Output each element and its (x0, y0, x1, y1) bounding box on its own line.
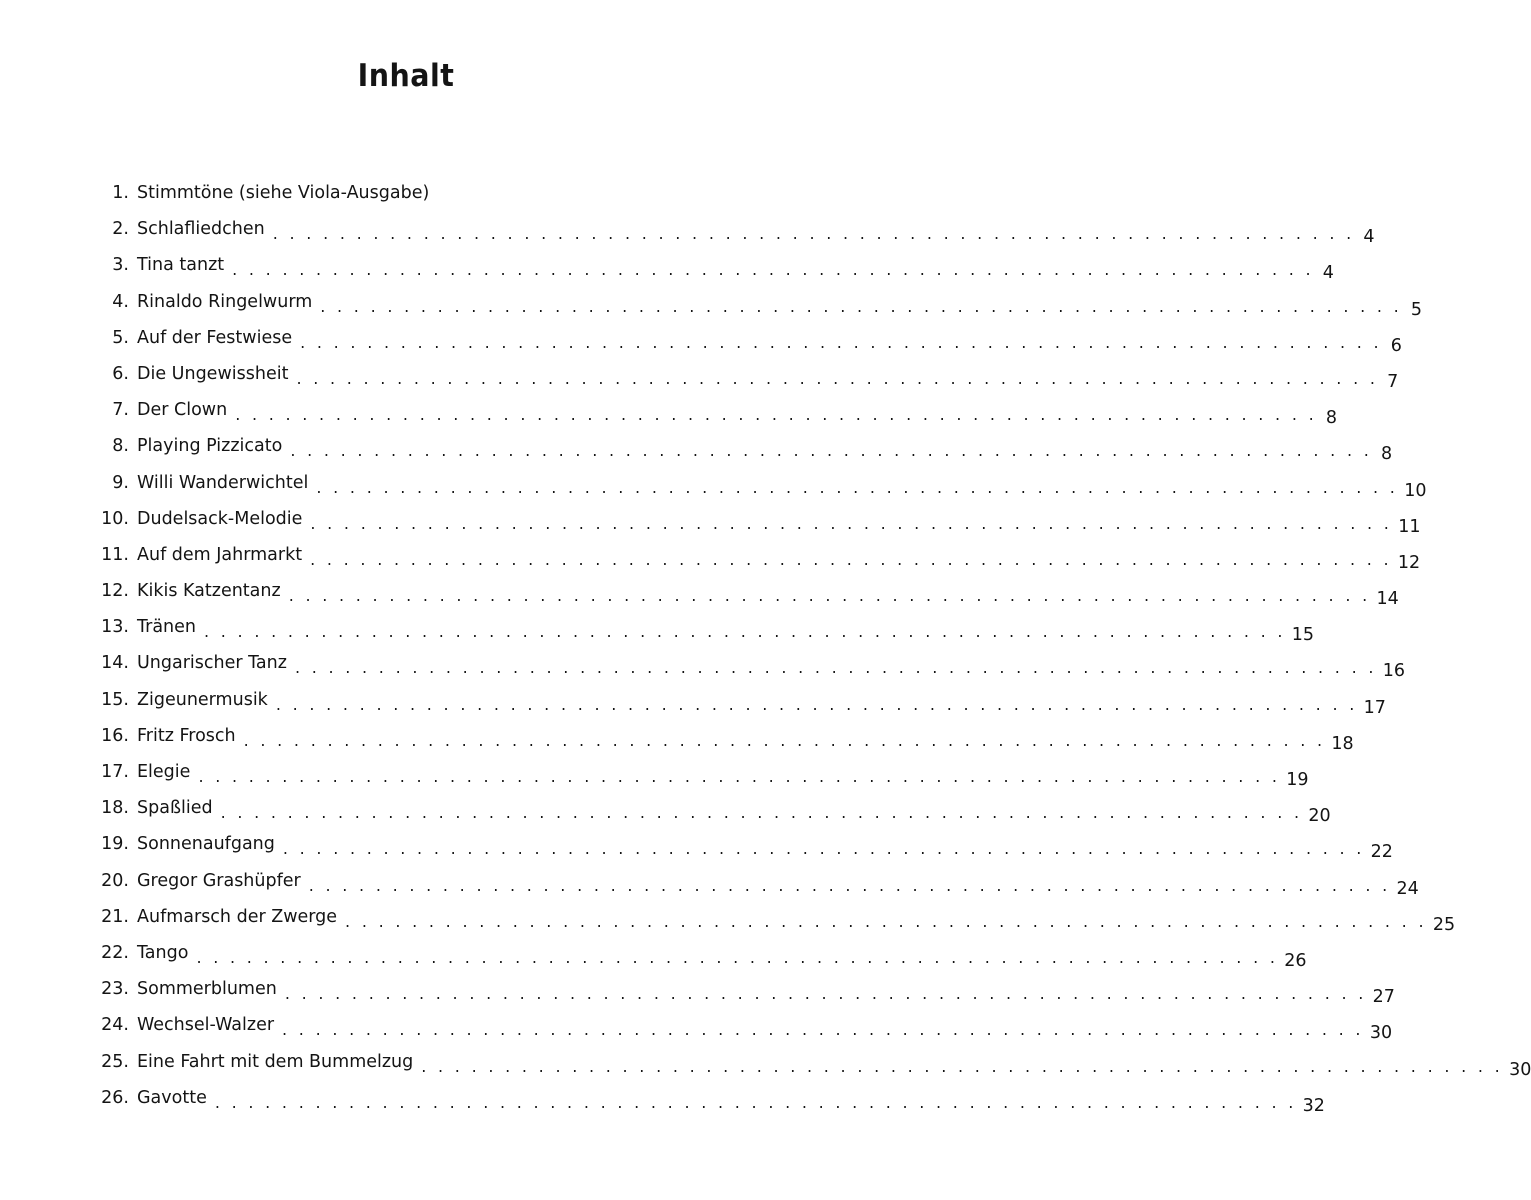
toc-entry (88, 762, 1309, 798)
toc-entry-title: Rinaldo Ringelwurm (137, 291, 313, 312)
toc-entry-title: Playing Pizzicato (137, 436, 283, 457)
toc-entry-page-number: 4 (1363, 227, 1375, 248)
toc-entry (88, 472, 1427, 509)
toc-entry-title: Der Clown (137, 400, 228, 421)
toc-entry-page-number: 8 (1380, 444, 1393, 465)
dot-leader: . . . . . . . . . . . . . . . . . . . . . . . . . . . . . . . . . . . . . . . . . . . . . . . . . . . . . . . . . . . . . . . . . (294, 658, 1377, 678)
dot-leader: . . . . . . . . . . . . . . . . . . . . . . . . . . . . . . . . . . . . . . . . . . . . . . . . . . . . . . . . . . . . . . . . . (282, 1020, 1364, 1040)
toc-entry-title: Auf der Festwiese (137, 327, 293, 348)
toc-entry-page-number: 8 (1325, 408, 1337, 429)
toc-entry (88, 327, 1402, 364)
toc-entry-number: 19. (101, 834, 129, 855)
dot-leader: . . . . . . . . . . . . . . . . . . . . . . . . . . . . . . . . . . . . . . . . . . . . . . . . . . . . . . . . . . . . . . . . . (296, 368, 1379, 388)
dot-leader: . . . . . . . . . . . . . . . . . . . . . . . . . . . . . . . . . . . . . . . . . . . . . . . . . . . . . . . . . . . . . . . . . (220, 803, 1303, 823)
toc-entry-number: 5. (112, 327, 129, 348)
toc-entry-page-number: 4 (1322, 263, 1334, 284)
toc-entry-number: 4. (112, 291, 129, 312)
toc-entry-title: Eine Fahrt mit dem Bummelzug (137, 1051, 414, 1072)
toc-entry-title: Dudelsack-Melodie (137, 508, 303, 529)
toc-entry-title: Gregor Grashüpfer (137, 870, 301, 891)
toc-entry-title: Stimmtöne (siehe Viola-Ausgabe) (137, 183, 430, 203)
toc-entry (88, 436, 1393, 472)
toc-entry-number: 14. (101, 653, 129, 674)
toc-entry (88, 653, 1406, 689)
toc-entry-title: Kikis Katzentanz (137, 581, 281, 602)
toc-entry-title: Tango (137, 942, 189, 963)
toc-entry-number: 15. (101, 689, 129, 710)
dot-leader: . . . . . . . . . . . . . . . . . . . . . . . . . . . . . . . . . . . . . . . . . . . . . . . . . . . . . . . . . . . . . . . . . (290, 441, 1373, 461)
dot-leader: . . . . . . . . . . . . . . . . . . . . . . . . . . . . . . . . . . . . . . . . . . . . . . . . . . . . . . . . . . . . . . . . . (284, 984, 1367, 1004)
toc-entry (88, 1051, 1531, 1088)
toc-entry-title: Willi Wanderwichtel (137, 472, 309, 493)
toc-entry (88, 291, 1423, 328)
dot-leader: . . . . . . . . . . . . . . . . . . . . . . . . . . . . . . . . . . . . . . . . . . . . . . . . . . . . . . . . . . . . . . . . . (282, 839, 1365, 859)
toc-entry-title: Die Ungewissheit (137, 363, 289, 384)
toc-entry (88, 1087, 1325, 1124)
page-title: Inhalt (357, 58, 455, 94)
toc-entry-page-number: 30 (1369, 1023, 1393, 1044)
dot-leader: . . . . . . . . . . . . . . . . . . . . . . . . . . . . . . . . . . . . . . . . . . . . . . . . . . . . . . . . . . . . . . . . . (316, 477, 1399, 497)
toc-entry-title: Elegie (137, 762, 191, 782)
toc-entry-title: Spaßlied (137, 798, 213, 819)
toc-entry-page-number: 12 (1397, 552, 1421, 573)
toc-entry-number: 10. (101, 508, 129, 529)
toc-entry-title: Zigeunermusik (137, 689, 268, 710)
toc-entry (88, 942, 1307, 979)
toc-entry-title: Auf dem Jahrmarkt (137, 544, 303, 565)
toc-entry-page-number: 11 (1398, 516, 1421, 537)
dot-leader: . . . . . . . . . . . . . . . . . . . . . . . . . . . . . . . . . . . . . . . . . . . . . . . . . . . . . . . . . . . . . . . . . (275, 694, 1358, 714)
dot-leader: . . . . . . . . . . . . . . . . . . . . . . . . . . . . . . . . . . . . . . . . . . . . . . . . . . . . . . . . . . . . . . . . . (196, 947, 1279, 967)
toc-entry-number: 1. (112, 183, 129, 203)
dot-leader: . . . . . . . . . . . . . . . . . . . . . . . . . . . . . . . . . . . . . . . . . . . . . . . . . . . . . . . . . . . . . . . . . (320, 296, 1403, 316)
toc-entry (88, 508, 1421, 545)
toc-entry-number: 2. (112, 219, 129, 240)
dot-leader: . . . . . . . . . . . . . . . . . . . . . . . . . . . . . . . . . . . . . . . . . . . . . . . . . . . . . . . . . . . . . . . . . (421, 1056, 1504, 1076)
dot-leader: . . . . . . . . . . . . . . . . . . . . . . . . . . . . . . . . . . . . . . . . . . . . . . . . . . . . . . . . . . . . . . . . . (300, 332, 1382, 352)
toc-entry-number: 22. (101, 942, 129, 963)
toc-entry-number: 6. (112, 363, 129, 384)
toc-entry-page-number: 20 (1308, 806, 1331, 827)
toc-entry (88, 363, 1399, 400)
toc-entry-page-number: 19 (1286, 770, 1309, 790)
toc-entry-page-number: 22 (1370, 842, 1393, 863)
toc-entry-number: 25. (101, 1051, 129, 1072)
toc-entry-title: Ungarischer Tanz (137, 653, 287, 674)
toc-entry-title: Aufmarsch der Zwerge (137, 906, 338, 927)
toc-entry (88, 798, 1331, 834)
toc-entry-number: 11. (101, 544, 129, 565)
table-of-contents (88, 183, 1531, 1124)
dot-leader: . . . . . . . . . . . . . . . . . . . . . . . . . . . . . . . . . . . . . . . . . . . . . . . . . . . . . . . . . . . . . . . . . (204, 622, 1286, 642)
toc-entry-number: 20. (101, 870, 129, 891)
toc-entry-title: Wechsel-Walzer (137, 1015, 275, 1036)
toc-entry-title: Sonnenaufgang (137, 834, 275, 855)
toc-entry-page-number: 6 (1390, 335, 1402, 356)
toc-entry-number: 8. (112, 436, 129, 457)
toc-entry-title: Schlafliedchen (137, 219, 265, 240)
toc-entry (88, 725, 1354, 762)
toc-entry-page-number: 17 (1363, 697, 1386, 718)
toc-entry-page-number: 24 (1396, 878, 1419, 899)
toc-entry-number: 21. (101, 906, 129, 927)
dot-leader: . . . . . . . . . . . . . . . . . . . . . . . . . . . . . . . . . . . . . . . . . . . . . . . . . . . . . . . . . . . . . . . . . (272, 224, 1355, 244)
toc-entry-page-number: 10 (1404, 480, 1427, 501)
toc-entry-page-number: 7 (1387, 371, 1399, 392)
toc-entry-page-number: 15 (1291, 625, 1315, 646)
toc-entry-page-number: 14 (1376, 589, 1399, 610)
dot-leader: . . . . . . . . . . . . . . . . . . . . . . . . . . . . . . . . . . . . . . . . . . . . . . . . . . . . . . . . . . . . . . . . . (345, 911, 1427, 931)
toc-entry-number: 18. (101, 798, 129, 819)
toc-entry-number: 3. (112, 255, 129, 276)
dot-leader: . . . . . . . . . . . . . . . . . . . . . . . . . . . . . . . . . . . . . . . . . . . . . . . . . . . . . . . . . . . . . . . . . (232, 260, 1314, 280)
toc-entry-title: Gavotte (137, 1087, 207, 1108)
toc-entry-page-number: 30 (1509, 1059, 1531, 1080)
toc-entry-number: 7. (112, 400, 129, 421)
toc-entry (88, 581, 1399, 617)
dot-leader: . . . . . . . . . . . . . . . . . . . . . . . . . . . . . . . . . . . . . . . . . . . . . . . . . . . . . . . . . . . . . . . . . (310, 549, 1392, 569)
toc-entry-title: Tina tanzt (137, 255, 225, 276)
toc-entry (88, 255, 1334, 291)
toc-entry (88, 617, 1315, 653)
toc-entry-number: 13. (101, 617, 129, 638)
dot-leader: . . . . . . . . . . . . . . . . . . . . . . . . . . . . . . . . . . . . . . . . . . . . . . . . . . . . . . . . . . . . . . . . . (235, 405, 1317, 425)
toc-entry-number: 23. (101, 979, 129, 1000)
toc-entry (88, 834, 1393, 870)
toc-entry-number: 16. (101, 725, 129, 746)
toc-entry (88, 870, 1419, 907)
toc-entry (88, 544, 1421, 581)
toc-entry-page-number: 25 (1432, 914, 1456, 935)
toc-entry (88, 400, 1337, 436)
toc-entry-number: 9. (112, 472, 129, 493)
dot-leader: . . . . . . . . . . . . . . . . . . . . . . . . . . . . . . . . . . . . . . . . . . . . . . . . . . . . . . . . . . . . . . . . . (243, 730, 1326, 750)
toc-entry-page-number: 27 (1372, 987, 1395, 1008)
toc-entry-page-number: 26 (1284, 950, 1307, 971)
toc-entry (88, 219, 1375, 255)
toc-entry (88, 689, 1386, 726)
toc-entry-number: 17. (101, 762, 129, 782)
toc-entry-number: 26. (101, 1087, 129, 1108)
toc-entry-title: Sommerblumen (137, 979, 277, 1000)
toc-entry (88, 979, 1395, 1015)
dot-leader: . . . . . . . . . . . . . . . . . . . . . . . . . . . . . . . . . . . . . . . . . . . . . . . . . . . . . . . . . . . . . . . . . (308, 875, 1391, 895)
toc-entry (88, 183, 710, 219)
toc-entry-page-number: 18 (1331, 733, 1354, 754)
toc-entry (88, 906, 1456, 943)
dot-leader: . . . . . . . . . . . . . . . . . . . . . . . . . . . . . . . . . . . . . . . . . . . . . . . . . . . . . . . . . . . . . . . . . (214, 1092, 1297, 1112)
toc-entry-title: Tränen (137, 617, 196, 638)
toc-entry-page-number: 5 (1410, 299, 1423, 320)
toc-entry-page-number: 16 (1382, 661, 1406, 682)
dot-leader: . . . . . . . . . . . . . . . . . . . . . . . . . . . . . . . . . . . . . . . . . . . . . . . . . . . . . . . . . . . . . . . . . (310, 513, 1393, 533)
dot-leader: . . . . . . . . . . . . . . . . . . . . . . . . . . . . . . . . . . . . . . . . . . . . . . . . . . . . . . . . . . . . . . . . . (288, 586, 1371, 606)
toc-entry-page-number: 32 (1302, 1095, 1325, 1116)
toc-entry-title: Fritz Frosch (137, 725, 236, 746)
toc-entry-number: 24. (101, 1015, 129, 1036)
toc-entry-number: 12. (101, 581, 129, 602)
toc-entry (88, 1015, 1393, 1051)
dot-leader: . . . . . . . . . . . . . . . . . . . . . . . . . . . . . . . . . . . . . . . . . . . . . . . . . . . . . . . . . . . . . . . . . (198, 767, 1281, 786)
